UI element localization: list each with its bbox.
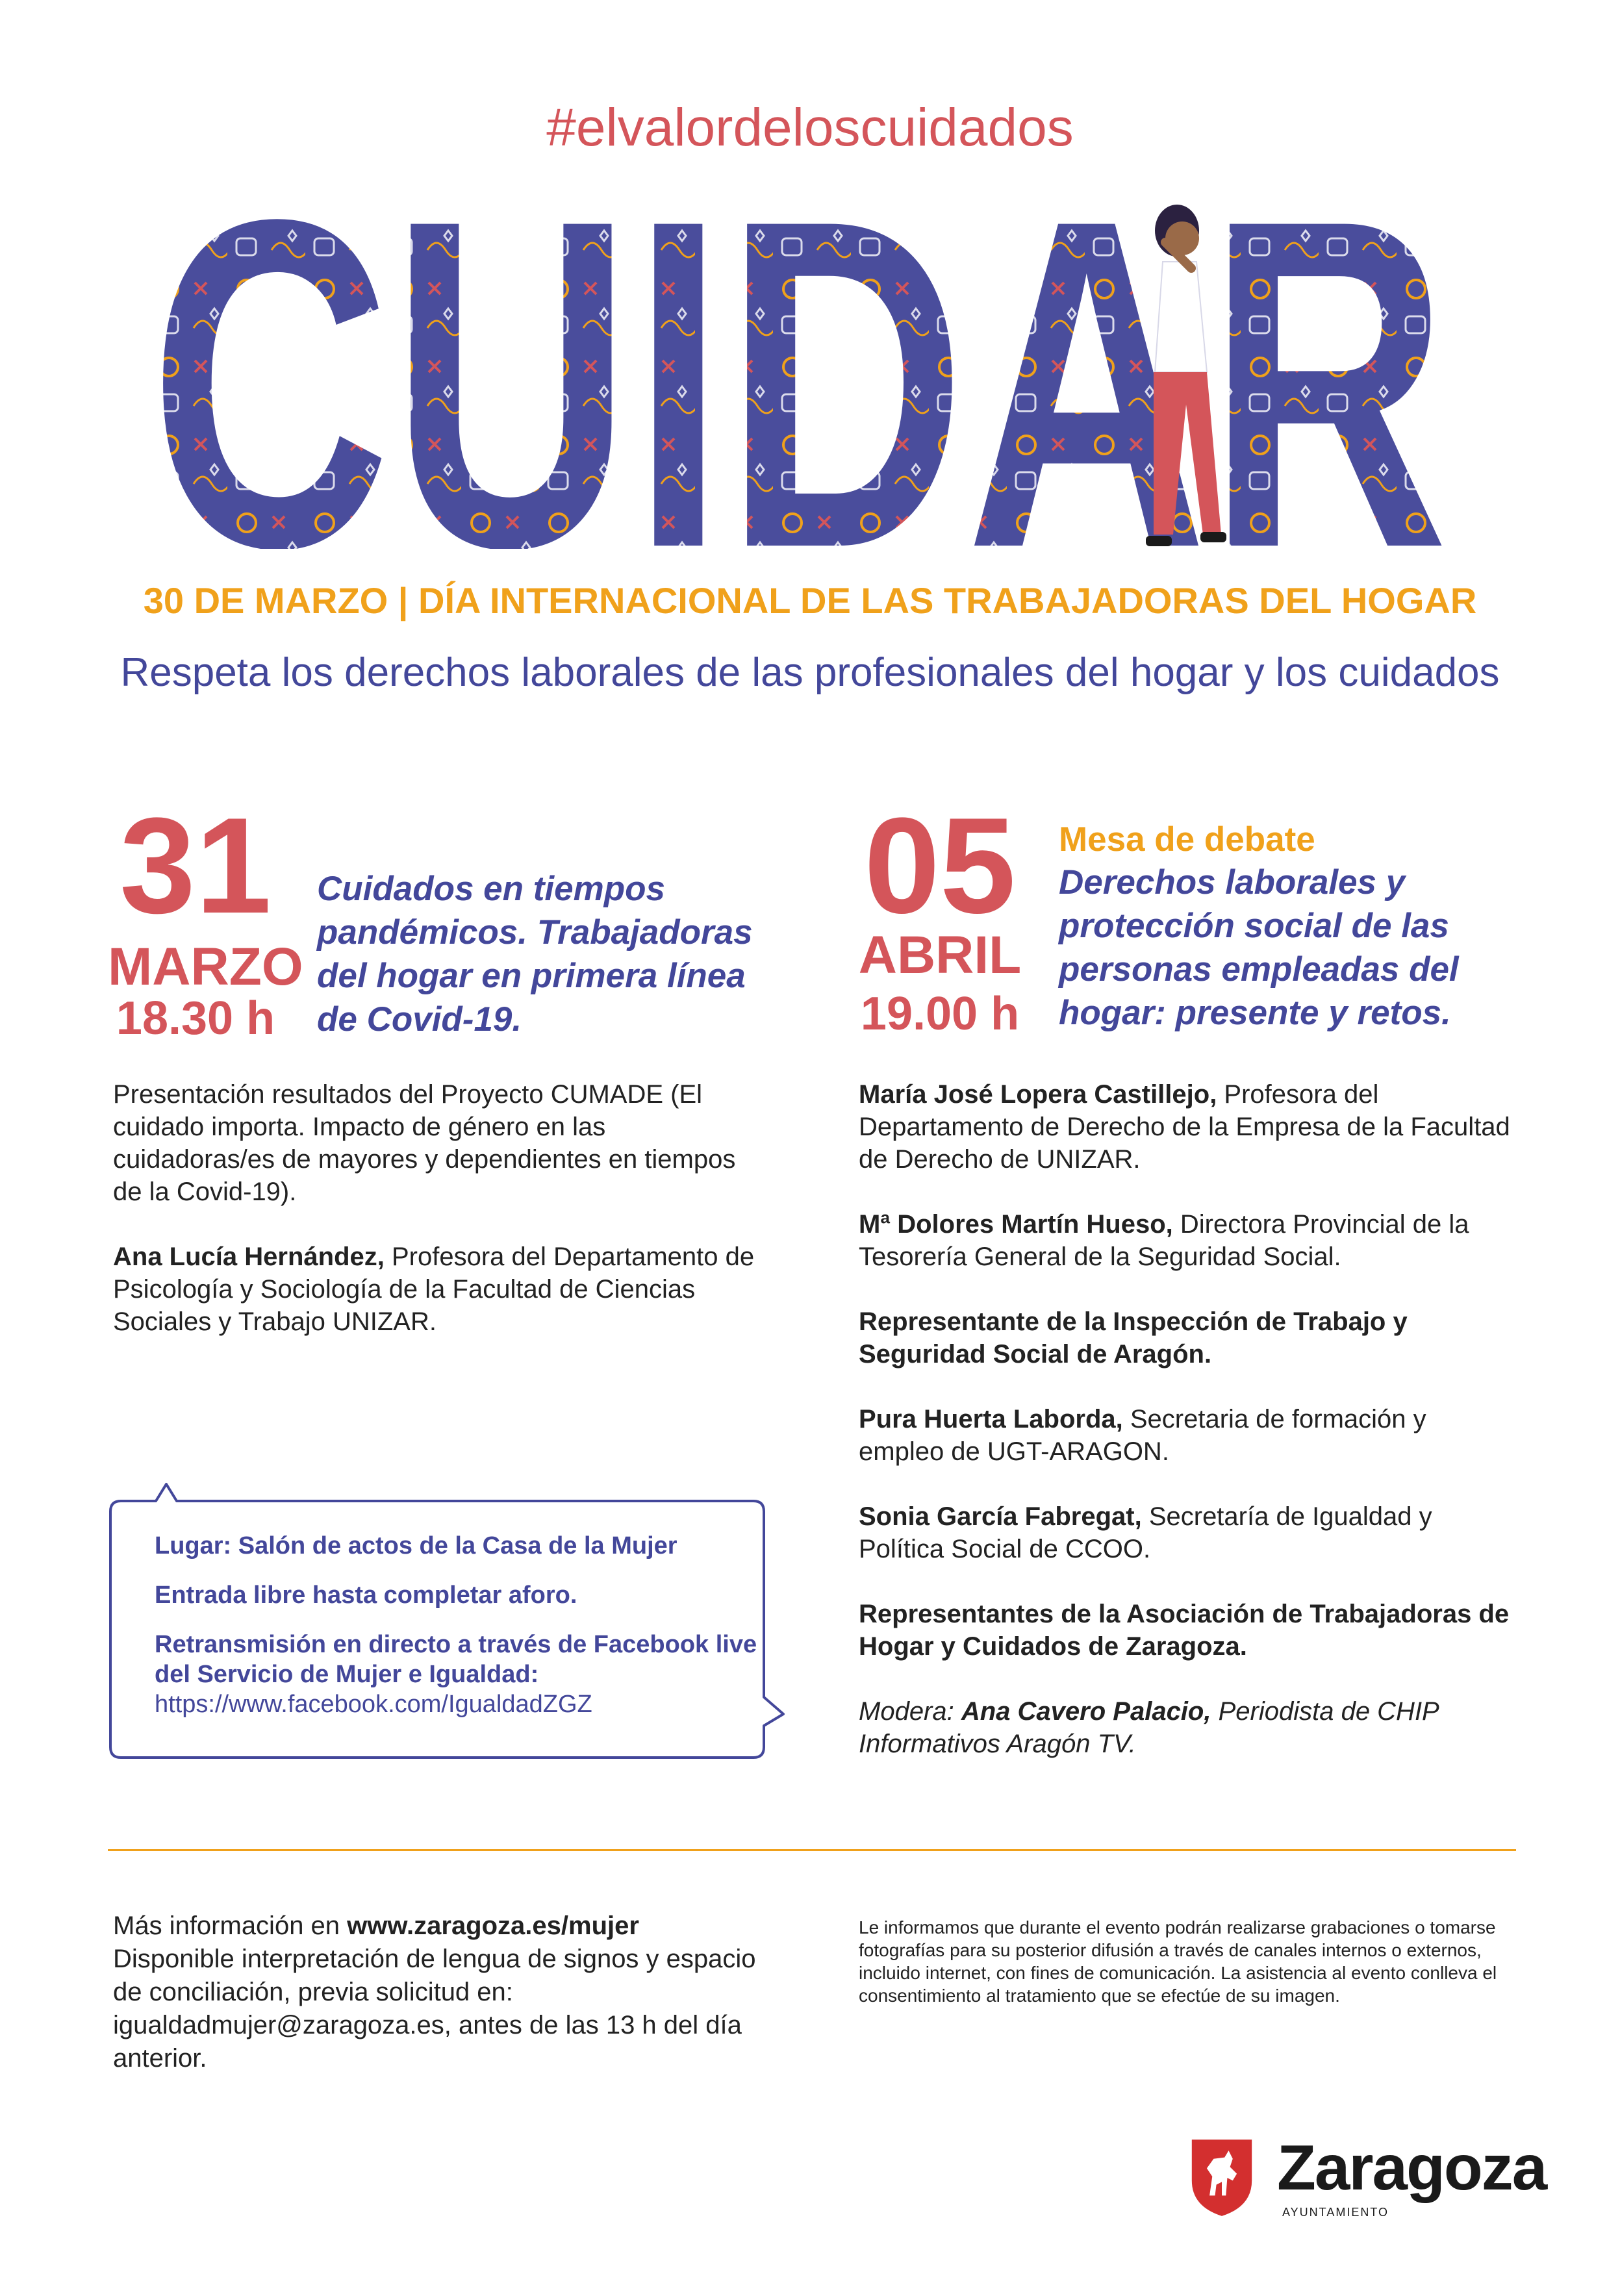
event2-month: ABRIL	[858, 926, 1022, 985]
logo-subtitle: AYUNTAMIENTO	[1282, 2206, 1389, 2219]
event2-title-line: hogar: presente y retos.	[1059, 994, 1451, 1032]
moderator-name: Ana Cavero Palacio,	[961, 1697, 1211, 1726]
speaker-role: Profesora del Departamento de Derecho de la Empresa de la Facultad de Derecho de UNIZAR.	[859, 1080, 1510, 1174]
accessibility-note: Disponible interpretación de lengua de signos y espacio de conciliación, previa solicitud en: igualdadmujer@zaragoza.es, antes de las 13 h del día anterior.	[113, 1945, 756, 2073]
speaker-entry	[859, 1598, 1515, 1663]
more-info-link[interactable]: www.zaragoza.es/mujer	[347, 1911, 639, 1940]
venue-text: Lugar: Salón de actos de la Casa de la Mujer	[155, 1532, 677, 1559]
event2-title-line: personas empleadas del	[1059, 950, 1459, 989]
event2-title	[1059, 861, 1526, 1035]
event1-title	[317, 867, 785, 1041]
more-info	[113, 1910, 763, 1943]
speaker-role: Profesora del Departamento de Psicología y Sociología de la Facultad de Ciencias Sociales y Trabajo UNIZAR.	[113, 1243, 755, 1336]
speaker-entry	[859, 1403, 1515, 1468]
event1-speaker	[113, 1241, 763, 1338]
facebook-link[interactable]: https://www.facebook.com/IgualdadZGZ	[155, 1691, 592, 1718]
speaker-name: Ana Lucía Hernández,	[113, 1243, 385, 1271]
event1-title-line: Cuidados en tiempos	[317, 870, 665, 908]
logo-wordmark: Zaragoza	[1277, 2132, 1547, 2203]
speaker-role: Directora Provincial de la Tesorería General de la Seguridad Social.	[859, 1210, 1469, 1271]
info-callout	[155, 1531, 778, 1719]
spacer	[155, 1610, 778, 1630]
speaker-name: Pura Huerta Laborda,	[859, 1405, 1123, 1433]
moderator-role: Periodista de CHIP Informativos Aragón TV.	[859, 1697, 1439, 1758]
speaker-entry	[859, 1306, 1515, 1370]
event1-time: 18.30 h	[116, 992, 275, 1044]
speaker-entry	[859, 1208, 1515, 1273]
event2-time: 19.00 h	[860, 988, 1020, 1040]
moderator-prefix: Modera:	[859, 1697, 961, 1726]
footer-info	[113, 1910, 763, 2075]
event1-title-line: del hogar en primera línea	[317, 957, 746, 995]
cuidar-banner	[149, 192, 1449, 549]
event2-speakers	[859, 1078, 1515, 1793]
speaker-name: Representantes de la Asociación de Trabajadoras de Hogar y Cuidados de Zaragoza.	[859, 1600, 1510, 1661]
moderator	[859, 1695, 1515, 1760]
tagline: Respeta los derechos laborales de las profesionales del hogar y los cuidados	[120, 650, 1500, 695]
zaragoza-logo	[1186, 2132, 1547, 2225]
event2-title-line: protección social de las	[1059, 907, 1449, 945]
event-subtitle: 30 DE MARZO | DÍA INTERNACIONAL DE LAS TRABAJADORAS DEL HOGAR	[143, 580, 1477, 621]
speaker-name: Representante de la Inspección de Trabajo y Seguridad Social de Aragón.	[859, 1307, 1408, 1369]
more-info-prefix: Más información en	[113, 1911, 348, 1940]
speaker-name: Sonia García Fabregat,	[859, 1502, 1142, 1531]
hashtag: #elvalordeloscuidados	[546, 98, 1074, 157]
event1-day: 31	[120, 789, 272, 942]
event1-month: MARZO	[108, 937, 303, 996]
speaker-entry	[859, 1500, 1515, 1565]
stream-text: Retransmisión en directo a través de Facebook live del Servicio de Mujer e Igualdad:	[155, 1631, 757, 1688]
privacy-notice: Le informamos que durante el evento podrán realizarse grabaciones o tomarse fotografías para su posterior difusión a través de canales internos o externos, incluido internet, con fines de comunicación. La asistencia al evento conlleva el consentimiento al tratamiento que se efectúe de su imagen.	[859, 1917, 1497, 2006]
event1-description: Presentación resultados del Proyecto CUMADE (El cuidado importa. Impacto de género en las cuidadoras/es de mayores y dependientes en tiempos de la Covid-19).	[113, 1080, 736, 1206]
event2-title-line: Derechos laborales y	[1059, 863, 1406, 902]
event2-kicker: Mesa de debate	[1059, 820, 1315, 859]
speaker-name: Mª Dolores Martín Hueso,	[859, 1210, 1173, 1239]
event1-body	[113, 1078, 763, 1370]
zaragoza-lion-emblem	[1186, 2136, 1258, 2217]
speaker-role: Secretaria de formación y empleo de UGT-ARAGON.	[859, 1405, 1426, 1466]
spacer	[155, 1561, 778, 1580]
speaker-entry	[859, 1078, 1515, 1176]
event2-day: 05	[864, 789, 1016, 942]
speaker-role: Secretaría de Igualdad y Política Social de CCOO.	[859, 1502, 1432, 1563]
entry-text: Entrada libre hasta completar aforo.	[155, 1582, 577, 1609]
event1-title-line: de Covid-19.	[317, 1000, 522, 1039]
divider	[108, 1849, 1516, 1851]
event1-title-line: pandémicos. Trabajadoras	[317, 913, 753, 952]
speaker-name: María José Lopera Castillejo,	[859, 1080, 1217, 1109]
